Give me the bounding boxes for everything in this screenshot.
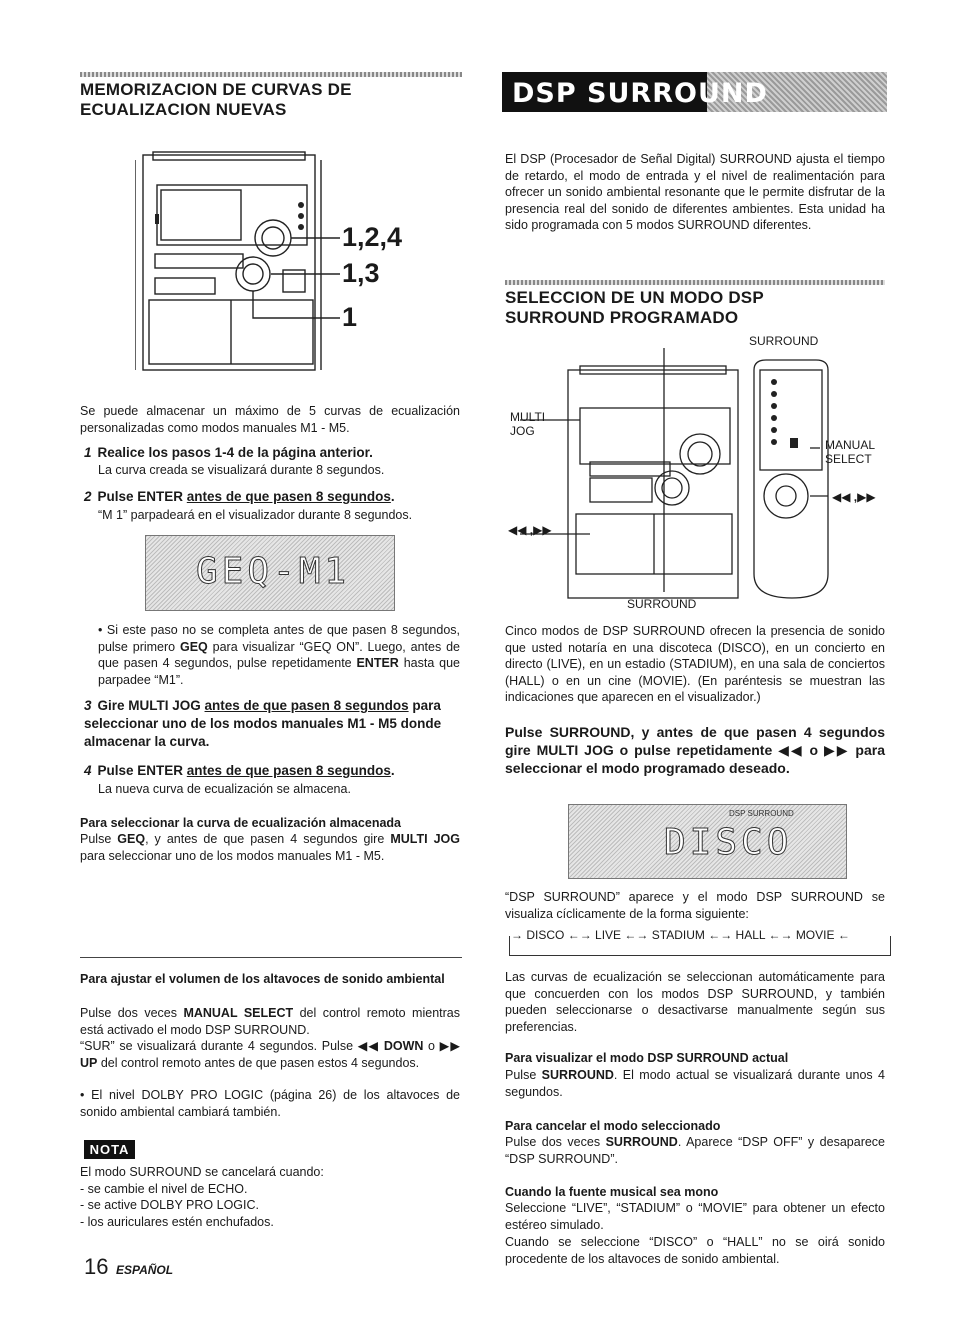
nota-item: - se active DOLBY PRO LOGIC.: [80, 1198, 259, 1212]
step-1-note: La curva creada se visualizará durante 8 segundos.: [98, 463, 385, 477]
dsp-surround-banner: DSP SURROUND: [502, 72, 887, 112]
nota-item: - los auriculares estén enchufados.: [80, 1214, 274, 1229]
cycle-paragraph: “DSP SURROUND” aparece y el modo DSP SURROUND se visualiza cíclicamente de la forma siguiente:: [505, 890, 885, 921]
cancel-mode-body: Pulse dos veces SURROUND. Aparece “DSP OFF” y desaparece “DSP SURROUND”.: [505, 1135, 886, 1166]
stereo-remote-figure: [520, 348, 880, 608]
surround-instruction: Pulse SURROUND, y antes de que pasen 4 segundos gire MULTI JOG o pulse repetidamente ◀◀ o ▶▶ para seleccionar el modo programado deseado.: [505, 724, 885, 777]
select-curve-body: Pulse GEQ, y antes de que pasen 4 segundos gire MULTI JOG para seleccionar uno de los modos manuales M1 - M5.: [80, 832, 460, 863]
figure-label-1-2-4: 1,2,4: [342, 222, 403, 252]
cycle-mode: MOVIE: [795, 928, 835, 942]
step-4: 4 Pulse ENTER antes de que pasen 8 segundos.: [84, 763, 395, 778]
fig-skip-left-label: ◀◀ ,▶▶: [508, 523, 552, 537]
modes-paragraph: Cinco modos de DSP SURROUND ofrecen la presencia de sonido que usted notaría en una discoteca (DISCO), en un concierto en directo (LIVE), en un estadio (STADIUM), en una sala de conciertos (HALL) o en un cine (MOVIE). (En paréntesis se muestran las indicaciones que aparecen en el visualizador.): [505, 624, 885, 704]
step-2-bullet: • Si este paso no se completa antes de que pasen 8 segundos, pulse primero GEQ para visualizar “GEQ ON”. Luego, antes de que pasen 4 segundos, pulse repetidamente ENTER hasta que parpadee “M1”.: [98, 623, 460, 687]
figure-label-1-3: 1,3: [342, 258, 380, 288]
lcd-geq-text: GEQ-M1: [196, 551, 351, 592]
lcd-display-geq: [145, 535, 395, 611]
page-number: 16: [84, 1254, 109, 1279]
right-section-rule: [505, 280, 885, 285]
fig-skip-right-label: ◀◀ ,▶▶: [832, 490, 876, 504]
cycle-mode: HALL: [735, 928, 766, 942]
fig-surround-top-label: SURROUND: [749, 334, 819, 348]
volume-bullet: • El nivel DOLBY PRO LOGIC (página 26) de los altavoces de sonido ambiental cambiará también.: [80, 1088, 460, 1119]
figure-label-1: 1: [342, 302, 358, 332]
cancel-mode-title: Para cancelar el modo seleccionado: [505, 1119, 721, 1133]
lcd-display-disco: [568, 804, 847, 879]
step-2-note: “M 1” parpadeará en el visualizador durante 8 segundos.: [98, 508, 413, 522]
step-2: 2 Pulse ENTER antes de que pasen 8 segundos.: [84, 489, 395, 504]
left-section-title: MEMORIZACION DE CURVAS DE ECUALIZACION NUEVAS: [80, 80, 352, 120]
volume-title: Para ajustar el volumen de los altavoces de sonido ambiental: [80, 972, 445, 986]
nota-item: - se cambie el nivel de ECHO.: [80, 1181, 248, 1196]
lcd-small-label: DSP SURROUND: [729, 809, 794, 818]
eq-paragraph: Las curvas de ecualización se seleccionan automáticamente para que concuerden con los modos DSP SURROUND, y también pueden seleccionarse o desactivarse manualmente según sus preferencias.: [505, 970, 885, 1034]
left-header-rule: [80, 72, 462, 77]
page-language: ESPAÑOL: [115, 1263, 174, 1277]
cycle-mode: STADIUM: [651, 928, 705, 942]
mode-cycle: → DISCO ←→ LIVE ←→ STADIUM ←→ HALL ←→ MOVIE ←: [505, 928, 893, 958]
cycle-mode: LIVE: [595, 928, 622, 942]
step-1: 1 Realice los pasos 1-4 de la página anterior.: [84, 445, 373, 460]
right-intro: El DSP (Procesador de Señal Digital) SURROUND ajusta el tiempo de retardo, el modo de entrada y el nivel de realimentación para ofrecer un sonido ambiental resonante que le permite disfrutar de la presencia real del sonido de diferentes ambientes. Esta unidad ha sido programada con 5 modos SURROUND diferentes.: [505, 152, 885, 232]
nota-body: El modo SURROUND se cancelará cuando: - se cambie el nivel de ECHO. - se active DOLBY PRO LOGIC. - los auriculares estén enchufados.: [80, 1164, 460, 1230]
page-footer: [84, 1252, 173, 1281]
step-3: 3 Gire MULTI JOG antes de que pasen 8 segundos para seleccionar uno de los modos manuales M1 - M5 donde almacenar la curva.: [84, 698, 442, 749]
fig-jog-label: JOG: [510, 424, 535, 438]
mono-title: Cuando la fuente musical sea mono: [505, 1185, 719, 1199]
fig-select-label: SELECT: [825, 452, 872, 466]
right-section-title: SELECCION DE UN MODO DSP SURROUND PROGRAMADO: [505, 288, 764, 328]
lcd-disco-text: DISCO: [664, 822, 793, 863]
left-intro: Se puede almacenar un máximo de 5 curvas de ecualización personalizadas como modos manuales M1 - M5.: [80, 404, 460, 435]
fig-manual-label: MANUAL: [825, 438, 876, 452]
cycle-mode: DISCO: [526, 928, 565, 942]
mono-body-2: Cuando se seleccione “DISCO” o “HALL” no se oirá sonido procedente de los altavoces de sonido ambiental.: [505, 1235, 885, 1266]
step-4-note: La nueva curva de ecualización se almacena.: [98, 782, 351, 796]
view-mode-title: Para visualizar el modo DSP SURROUND actual: [505, 1051, 789, 1065]
left-divider: [80, 957, 462, 958]
select-curve-title: Para seleccionar la curva de ecualización almacenada: [80, 816, 402, 830]
nota-badge: NOTA: [84, 1140, 135, 1159]
volume-body: Pulse dos veces MANUAL SELECT del control remoto mientras está activado el modo DSP SURROUND. “SUR” se visualizará durante 4 segundos. Pulse ◀◀ DOWN o ▶▶ UP del control remoto antes de que pasen estos 4 segundos.: [80, 1006, 461, 1070]
fig-multi-label: MULTI: [510, 410, 546, 424]
fig-surround-bottom-label: SURROUND: [627, 597, 697, 611]
view-mode-body: Pulse SURROUND. El modo actual se visualizará durante unos 4 segundos.: [505, 1068, 885, 1099]
mono-body-1: Seleccione “LIVE”, “STADIUM” o “MOVIE” para obtener un efecto estéreo simulado.: [505, 1201, 885, 1232]
